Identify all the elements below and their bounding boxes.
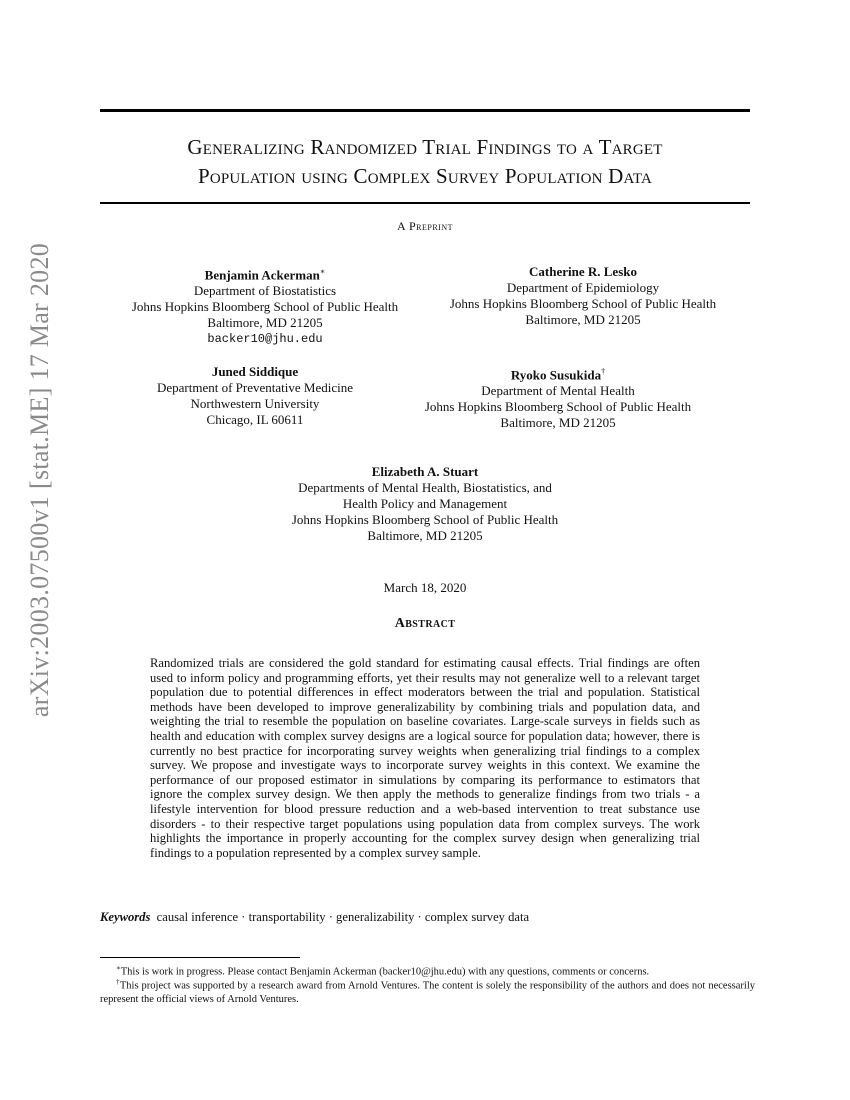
arxiv-id: arXiv:2003.07500v1 [stat.ME] 17 Mar 2020 bbox=[25, 242, 54, 718]
author-affiliation: Department of Preventative Medicine bbox=[156, 380, 353, 395]
author-affiliation: Johns Hopkins Bloomberg School of Public Health bbox=[131, 299, 399, 315]
author-affiliation: Department of Mental Health bbox=[481, 383, 635, 399]
paper-title-line-2: Population using Complex Survey Population Data bbox=[197, 164, 653, 188]
author-block-susukida bbox=[400, 364, 716, 431]
author-affiliation: Baltimore, MD 21205 bbox=[207, 315, 323, 331]
author-block-siddique bbox=[100, 364, 410, 428]
keywords-line bbox=[100, 910, 529, 925]
author-affiliation: Chicago, IL 60611 bbox=[206, 412, 304, 427]
author-name: Juned Siddique bbox=[211, 364, 299, 379]
author-affiliation: Department of Epidemiology bbox=[506, 280, 660, 295]
publication-date: March 18, 2020 bbox=[383, 580, 467, 595]
title-bottom-rule bbox=[100, 202, 750, 204]
footnote-rule bbox=[100, 957, 300, 958]
author-affiliation: Northwestern University bbox=[190, 396, 320, 411]
author-name: Elizabeth A. Stuart bbox=[371, 464, 479, 479]
author-affiliation: Baltimore, MD 21205 bbox=[367, 528, 483, 543]
author-name: Benjamin Ackerman∗ bbox=[204, 267, 326, 283]
footnote-2: †This project was supported by a research award from Arnold Ventures. The content is solely the responsibility of the authors and does not necessarily represent the official views of Arnold Ventures. bbox=[100, 978, 755, 1005]
abstract-body: Randomized trials are considered the gold standard for estimating causal effects. Trial findings are often used to inform policy and programming efforts, yet their results may not generalize well to a relevant target population due to potential differences in effect moderators between the trial and population. Statistical methods have been developed to improve generalizability by combining trials and population data, and weighting the trial to resemble the population on baseline covariates. Large-scale surveys in fields such as health and education with complex survey designs are a logical source for population data; however, there is currently no best practice for incorporating survey weights when generalizing trial findings to a complex survey. We propose and investigate ways to incorporate survey weights in this context. We examine the performance of our proposed estimator in simulations by comparing its performance to estimators that ignore the complex survey design. We then apply the methods to generalize findings from two trials - a lifestyle intervention for blood pressure reduction and a web-based intervention to treat substance use disorders - to their respective target populations using population data from complex surveys. The work highlights the importance in properly accounting for the complex survey design when generalizing trial findings to a population represented by a complex survey sample. bbox=[150, 656, 700, 860]
author-affiliation: Johns Hopkins Bloomberg School of Public Health bbox=[291, 512, 559, 527]
author-affiliation: Department of Biostatistics bbox=[193, 283, 337, 299]
author-affiliation: Johns Hopkins Bloomberg School of Public Health bbox=[424, 399, 692, 415]
author-email[interactable]: backer10@jhu.edu bbox=[207, 332, 323, 347]
author-affiliation: Baltimore, MD 21205 bbox=[500, 415, 616, 431]
author-name: Catherine R. Lesko bbox=[529, 264, 637, 279]
author-block-stuart bbox=[225, 464, 625, 544]
paper-title-line-1: Generalizing Randomized Trial Findings to a Target bbox=[187, 135, 663, 159]
author-affiliation: Departments of Mental Health, Biostatistics, and bbox=[298, 480, 552, 495]
author-affiliation: Baltimore, MD 21205 bbox=[525, 312, 641, 327]
title-top-rule bbox=[100, 109, 750, 112]
footnote-1: ∗This is work in progress. Please contact Benjamin Ackerman (backer10@jhu.edu) with any questions, comments or concerns. bbox=[116, 964, 650, 978]
abstract-heading: Abstract bbox=[394, 616, 456, 631]
author-block-ackerman bbox=[105, 264, 425, 347]
preprint-label: A Preprint bbox=[396, 219, 453, 233]
author-affiliation: Johns Hopkins Bloomberg School of Public Health bbox=[449, 296, 717, 311]
author-name: Ryoko Susukida† bbox=[510, 367, 606, 383]
author-affiliation: Health Policy and Management bbox=[342, 496, 508, 511]
keywords-list: causal inference · transportability · generalizability · complex survey data bbox=[156, 910, 530, 924]
keywords-label: Keywords bbox=[100, 910, 151, 924]
author-block-lesko bbox=[425, 264, 741, 328]
